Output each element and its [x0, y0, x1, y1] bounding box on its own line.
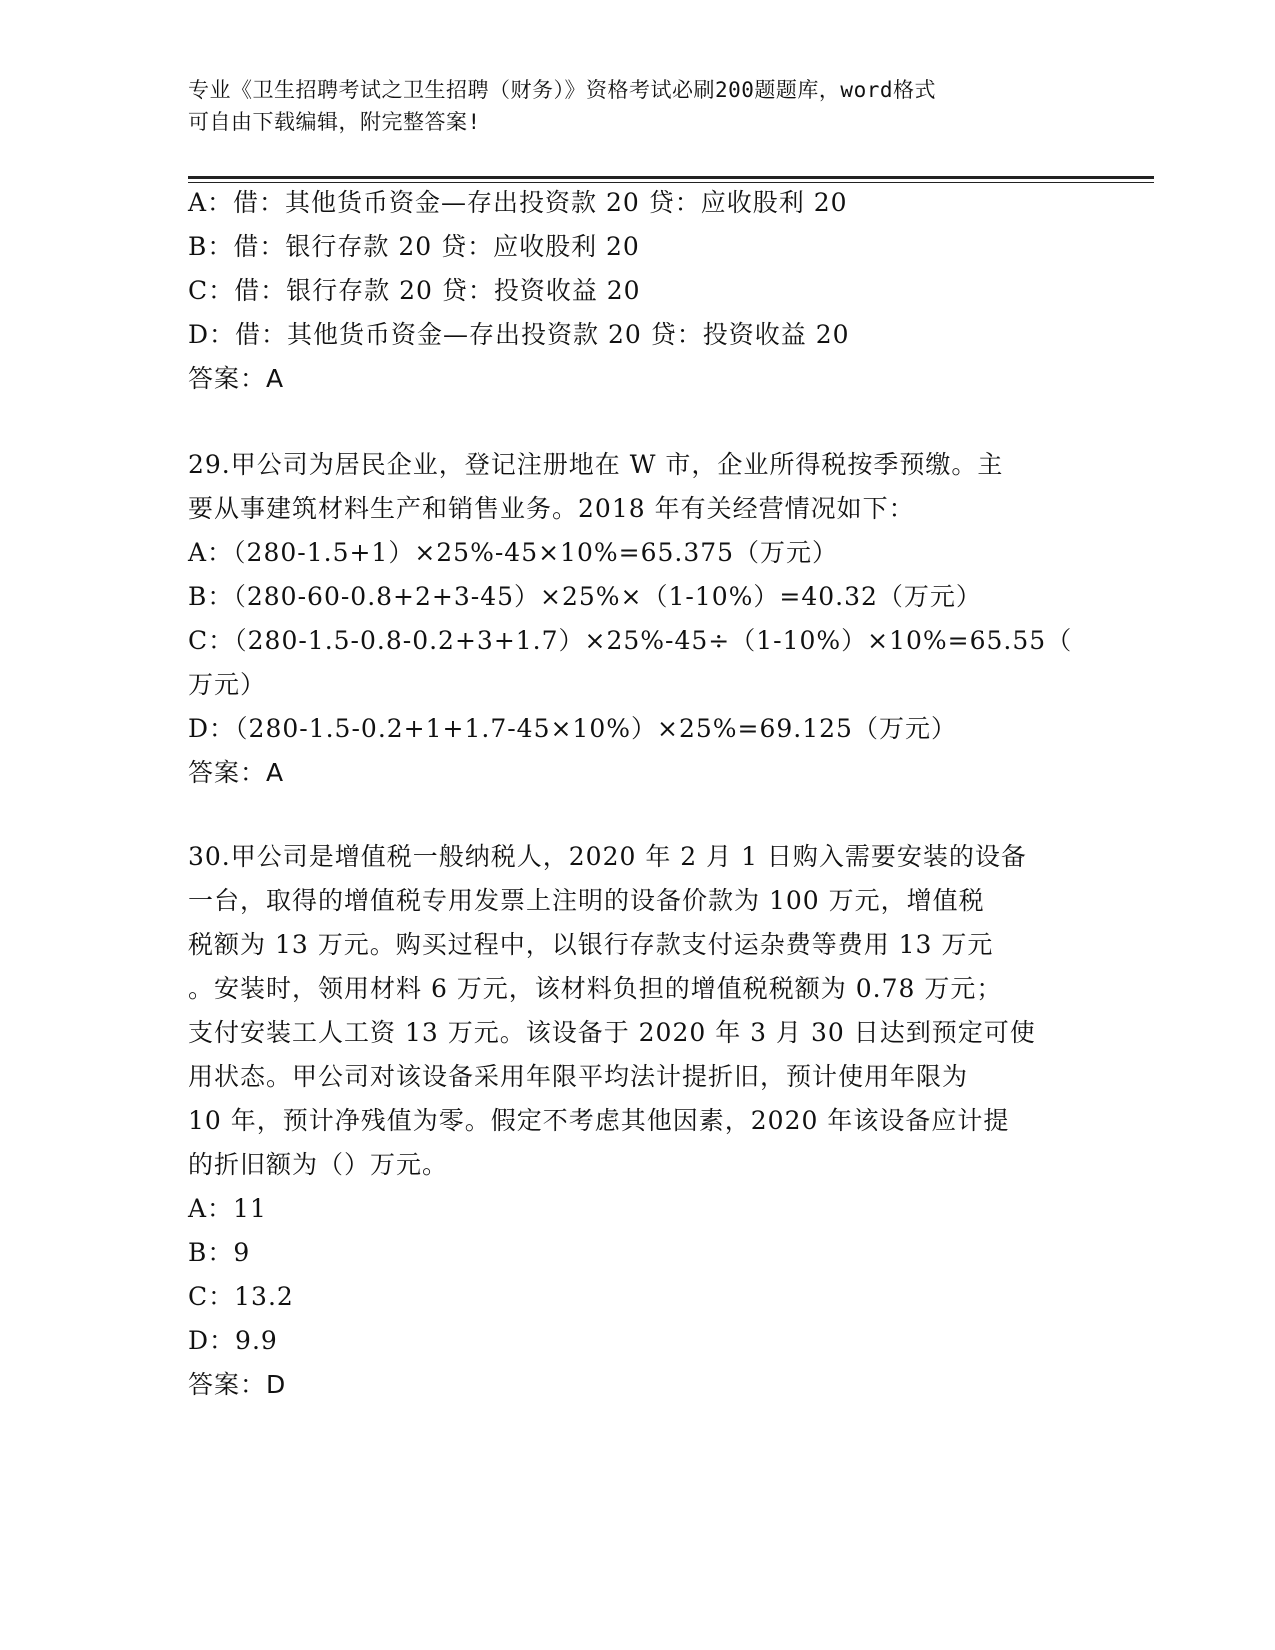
header-rule-thick	[188, 176, 1154, 179]
question-stem-line: 税额为 13 万元。购买过程中，以银行存款支付运杂费等费用 13 万元	[188, 930, 994, 959]
question-stem-line: 一台，取得的增值税专用发票上注明的设备价款为 100 万元，增值税	[188, 886, 985, 915]
option-b: B：9	[188, 1238, 251, 1267]
option-b: B：借：银行存款 20 贷：应收股利 20	[188, 232, 640, 261]
option-a: A：借：其他货币资金—存出投资款 20 贷：应收股利 20	[188, 188, 848, 217]
option-c: C：（280-1.5-0.8-0.2+3+1.7）×25%-45÷（1-10%）×10%=65.55（	[188, 626, 1073, 655]
option-c-continued: 万元）	[188, 670, 267, 699]
question-stem-line: 的折旧额为（）万元。	[188, 1150, 449, 1179]
option-b: B：（280-60-0.8+2+3-45）×25%×（1-10%）=40.32（万元）	[188, 582, 982, 611]
header-line-2: 可自由下载编辑，附完整答案!	[188, 110, 481, 134]
question-stem-line: 用状态。甲公司对该设备采用年限平均法计提折旧，预计使用年限为	[188, 1062, 969, 1091]
question-stem-line: 要从事建筑材料生产和销售业务。2018 年有关经营情况如下：	[188, 494, 915, 523]
question-stem-line: 10 年，预计净残值为零。假定不考虑其他因素，2020 年该设备应计提	[188, 1106, 1010, 1135]
question-stem-line: 30.甲公司是增值税一般纳税人，2020 年 2 月 1 日购入需要安装的设备	[188, 842, 1027, 871]
option-a: A：（280-1.5+1）×25%-45×10%=65.375（万元）	[188, 538, 839, 567]
option-d: D：9.9	[188, 1326, 278, 1355]
question-stem-line: 。安装时，领用材料 6 万元，该材料负担的增值税税额为 0.78 万元；	[188, 974, 1003, 1003]
answer: 答案：D	[188, 1370, 287, 1399]
document-header	[188, 74, 1088, 138]
question-stem-line: 29.甲公司为居民企业，登记注册地在 W 市，企业所得税按季预缴。主	[188, 450, 1004, 479]
option-c: C：借：银行存款 20 贷：投资收益 20	[188, 276, 641, 305]
option-d: D：（280-1.5-0.2+1+1.7-45×10%）×25%=69.125（万元）	[188, 714, 957, 743]
option-c: C：13.2	[188, 1282, 294, 1311]
question-stem-line: 支付安装工人工资 13 万元。该设备于 2020 年 3 月 30 日达到预定可使	[188, 1018, 1036, 1047]
header-line-1: 专业《卫生招聘考试之卫生招聘（财务）》资格考试必刷200题题库，word格式	[188, 78, 936, 102]
option-d: D：借：其他货币资金—存出投资款 20 贷：投资收益 20	[188, 320, 850, 349]
option-a: A：11	[188, 1194, 267, 1223]
answer: 答案：A	[188, 364, 285, 393]
answer: 答案：A	[188, 758, 285, 787]
